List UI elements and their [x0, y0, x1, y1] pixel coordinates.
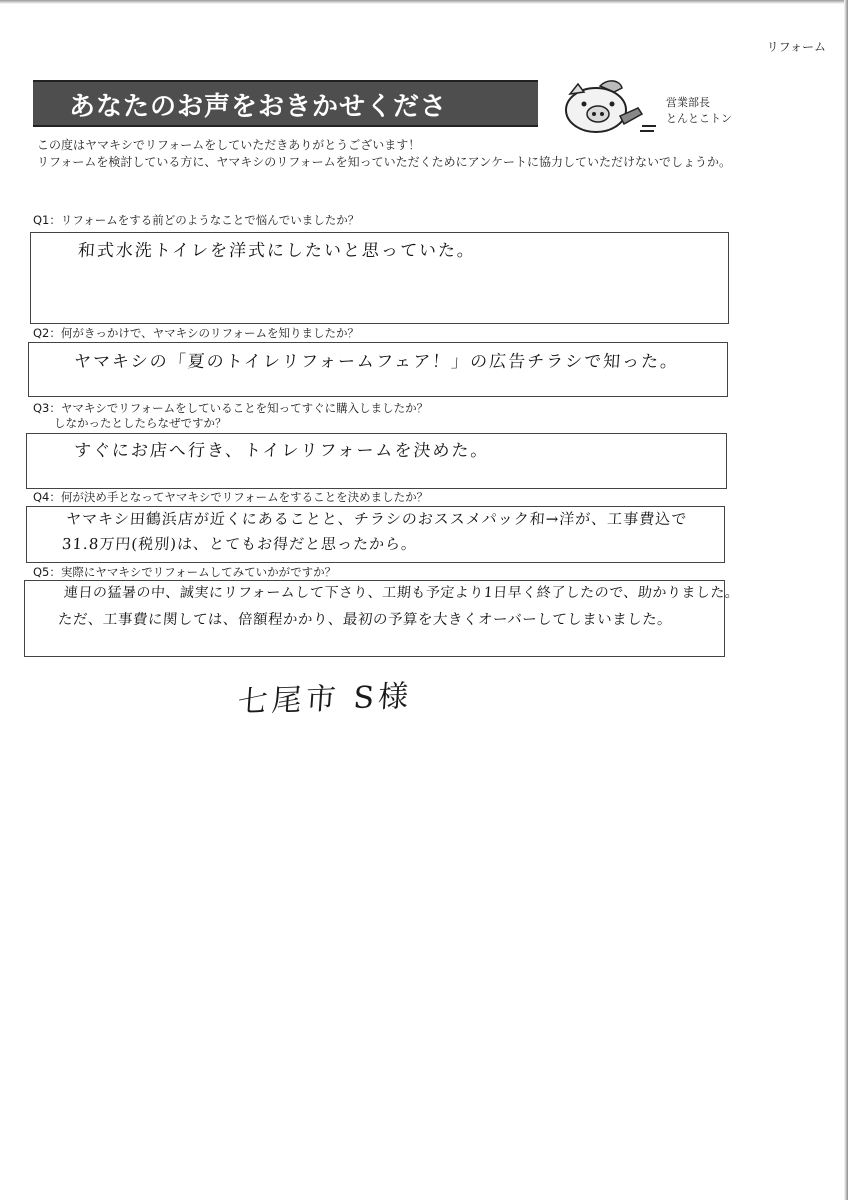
- category-label: リフォーム: [766, 40, 826, 54]
- customer-signature: 七尾市 S様: [236, 678, 414, 721]
- answer-2-line-1: ヤマキシの「夏のトイレリフォームフェア！」の広告チラシで知った。: [73, 352, 680, 372]
- question-3-main: Q3：ヤマキシでリフォームをしていることを知ってすぐに購入しましたか？: [33, 401, 429, 415]
- scan-edge-top: [0, 0, 848, 4]
- intro-text: [37, 137, 737, 171]
- answer-1-line-1: 和式水洗トイレを洋式にしたいと思っていた。: [77, 241, 477, 261]
- intro-line-1: この度はヤマキシでリフォームをしていただきありがとうございます！: [37, 138, 421, 152]
- question-3-sub: しなかったとしたらなぜですか？: [54, 416, 227, 430]
- intro-line-2: リフォームを検討している方に、ヤマキシのリフォームを知っていただくためにアンケートに協力していただけないでしょうか。: [37, 155, 731, 169]
- scan-edge-right: [844, 0, 848, 1200]
- answer-5-line-1: 連日の猛暑の中、誠実にリフォームして下さり、工期も予定より1日早く終了したので、助かりました。: [63, 585, 740, 601]
- speaker-name: とんとこトン: [666, 112, 732, 125]
- question-3-label: [33, 401, 428, 431]
- speaker-caption: [666, 95, 732, 127]
- question-1-label: Q1：リフォームをする前どのようなことで悩んでいましたか？: [33, 213, 360, 227]
- pig-mascot-icon: [548, 76, 660, 136]
- question-4-label: Q4：何が決め手となってヤマキシでリフォームをすることを決めましたか？: [33, 490, 429, 504]
- answer-4-line-1: ヤマキシ田鶴浜店が近くにあることと、チラシのおススメパック和→洋が、工事費込で: [65, 510, 688, 528]
- answer-4-line-2: 31.8万円(税別)は、とてもお得だと思ったから。: [61, 535, 418, 553]
- answer-3-line-1: すぐにお店へ行き、トイレリフォームを決めた。: [73, 441, 491, 461]
- question-2-label: Q2：何がきっかけで、ヤマキシのリフォームを知りましたか？: [33, 326, 359, 340]
- question-5-label: Q5：実際にヤマキシでリフォームしてみていかがですか？: [33, 565, 337, 579]
- speaker-role: 営業部長: [666, 96, 710, 109]
- banner-title: あなたのお声をおきかせくださ: [69, 92, 448, 122]
- answer-5-line-2: ただ、工事費に関しては、倍額程かかり、最初の予算を大きくオーバーしてしまいました。: [57, 612, 673, 628]
- title-banner: [33, 80, 538, 127]
